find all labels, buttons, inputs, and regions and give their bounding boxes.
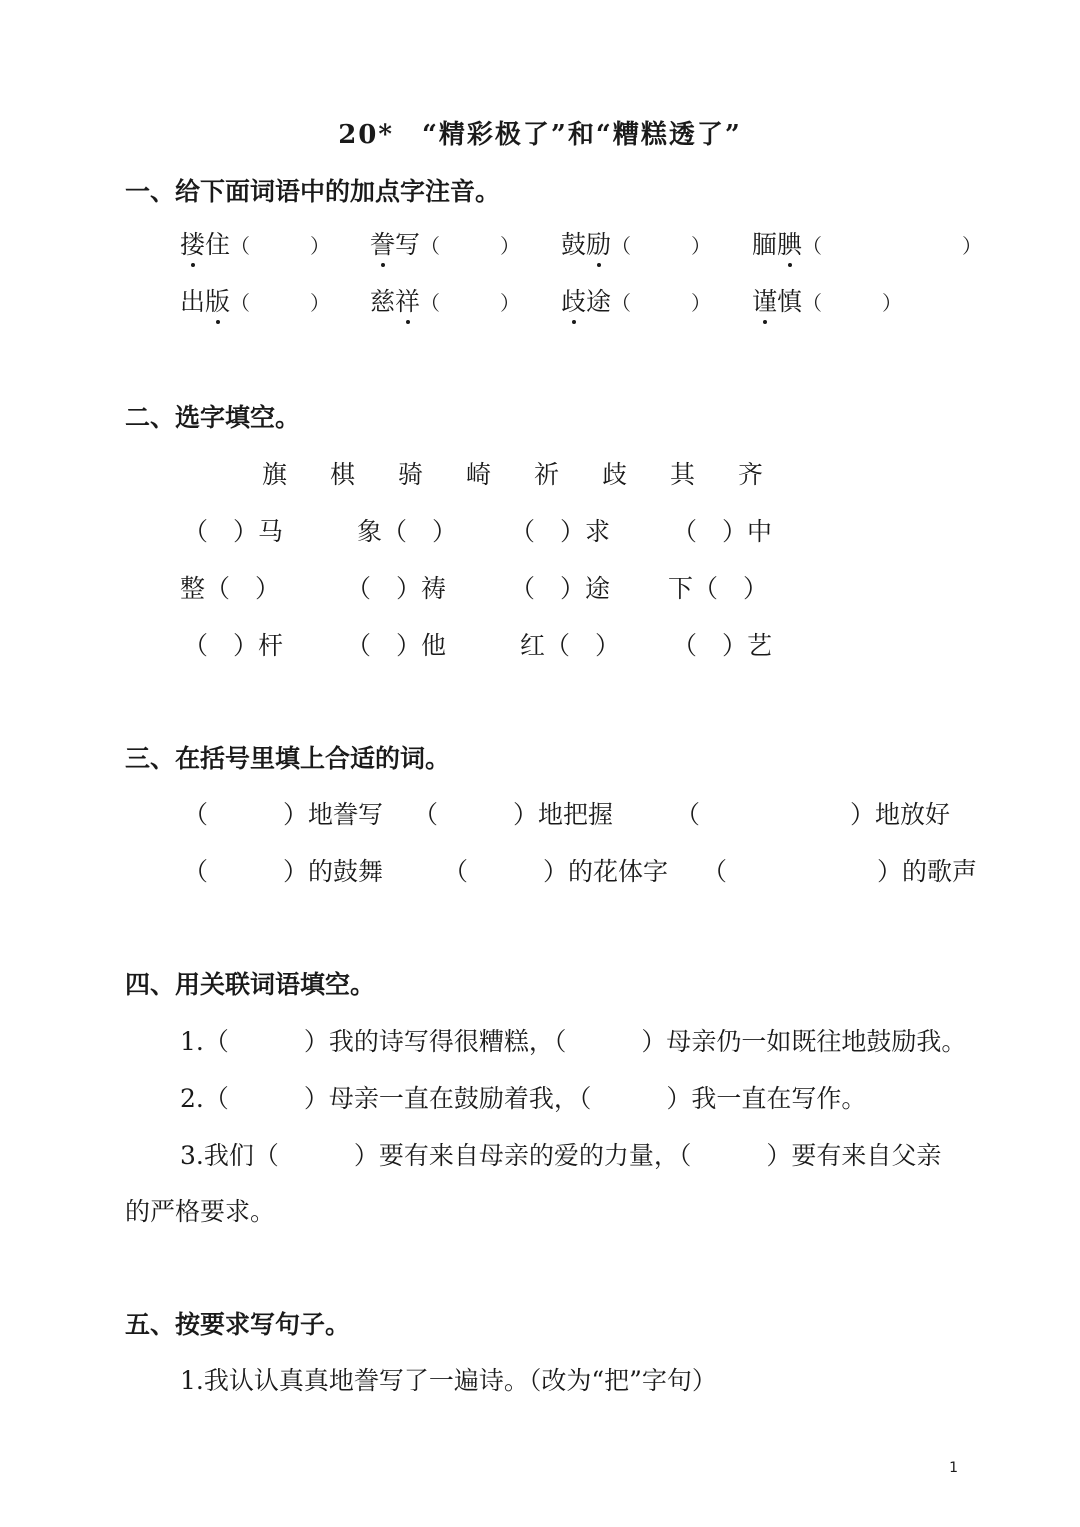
fill-item[interactable]: （ ）杆	[183, 631, 284, 660]
fill-item[interactable]: （ ）地誊写	[183, 800, 384, 829]
fill-item[interactable]: （ ）马	[183, 517, 284, 546]
choice-char: 旗	[262, 460, 288, 489]
fill-item[interactable]: 整（ ）	[180, 574, 281, 603]
choice-char: 其	[670, 460, 696, 489]
fill-item[interactable]: 象（ ）	[357, 517, 458, 546]
section-4-heading: 四、用关联词语填空。	[125, 970, 376, 999]
page-title: 20* “精彩极了”和“糟糕透了”	[338, 120, 742, 150]
sentence-item: 1.我认认真真地誊写了一遍诗。（改为“把”字句）	[180, 1366, 717, 1395]
answer-blank[interactable]: （ ）	[611, 234, 712, 258]
pinyin-item	[370, 225, 520, 261]
word-char: 慎	[777, 287, 803, 316]
fill-item[interactable]: （ ）艺	[672, 631, 773, 660]
pinyin-item	[752, 282, 902, 318]
pinyin-item	[180, 225, 330, 261]
word-char: 腼	[752, 230, 778, 259]
sentence-item[interactable]: 1.（ ）我的诗写得很糟糕，（ ）母亲仍一如既往地鼓励我。	[180, 1027, 967, 1056]
pinyin-item	[370, 282, 520, 318]
answer-blank[interactable]: （ ）	[611, 291, 712, 315]
section-1-heading: 一、给下面词语中的加点字注音。	[125, 177, 501, 206]
word-char: 歧	[561, 282, 586, 318]
answer-blank[interactable]: （ ）	[420, 234, 521, 258]
fill-item[interactable]: （ ）祷	[346, 574, 447, 603]
choice-char: 棋	[330, 460, 356, 489]
sentence-item[interactable]: 2.（ ）母亲一直在鼓励着我，（ ）我一直在写作。	[180, 1084, 867, 1113]
word-char: 版	[205, 282, 230, 318]
fill-item[interactable]: （ ）地放好	[675, 800, 951, 829]
pinyin-item	[180, 282, 330, 318]
word-char: 誊	[370, 225, 395, 261]
fill-item[interactable]: （ ）的花体字	[443, 857, 669, 886]
pinyin-item	[561, 225, 711, 261]
answer-blank[interactable]: （ ）	[230, 291, 331, 315]
answer-blank[interactable]: （ ）	[802, 291, 903, 315]
pinyin-item	[752, 225, 982, 261]
choice-char: 歧	[602, 460, 628, 489]
sentence-item[interactable]: 3.我们（ ）要有来自母亲的爱的力量，（ ）要有来自父亲	[180, 1141, 942, 1170]
answer-blank[interactable]: （ ）	[420, 291, 521, 315]
word-char: 谨	[752, 282, 777, 318]
pinyin-item	[561, 282, 711, 318]
word-char: 励	[586, 225, 611, 261]
fill-item[interactable]: （ ）地把握	[413, 800, 614, 829]
word-char: 住	[205, 230, 231, 259]
choice-char: 齐	[738, 460, 764, 489]
word-char: 出	[180, 287, 206, 316]
choice-char: 崎	[466, 460, 492, 489]
fill-item[interactable]: 下（ ）	[668, 574, 769, 603]
word-char: 慈	[370, 287, 396, 316]
fill-item[interactable]: （ ）他	[346, 631, 447, 660]
page-number: 1	[949, 1460, 958, 1476]
sentence-continuation: 的严格要求。	[125, 1197, 276, 1226]
word-char: 祥	[395, 282, 420, 318]
fill-item[interactable]: （ ）中	[672, 517, 773, 546]
fill-item[interactable]: （ ）途	[510, 574, 611, 603]
section-3-heading: 三、在括号里填上合适的词。	[125, 744, 451, 773]
choice-char: 骑	[398, 460, 424, 489]
word-char: 搂	[180, 225, 205, 261]
word-char: 写	[395, 230, 421, 259]
choice-char: 祈	[534, 460, 560, 489]
section-5-heading: 五、按要求写句子。	[125, 1310, 351, 1339]
word-char: 鼓	[561, 230, 587, 259]
section-2-heading: 二、选字填空。	[125, 403, 301, 432]
answer-blank[interactable]: （ ）	[802, 234, 983, 258]
fill-item[interactable]: （ ）求	[510, 517, 611, 546]
answer-blank[interactable]: （ ）	[230, 234, 331, 258]
fill-item[interactable]: 红（ ）	[520, 631, 621, 660]
fill-item[interactable]: （ ）的歌声	[702, 857, 978, 886]
fill-item[interactable]: （ ）的鼓舞	[183, 857, 384, 886]
word-char: 途	[586, 287, 612, 316]
word-char: 腆	[777, 225, 802, 261]
